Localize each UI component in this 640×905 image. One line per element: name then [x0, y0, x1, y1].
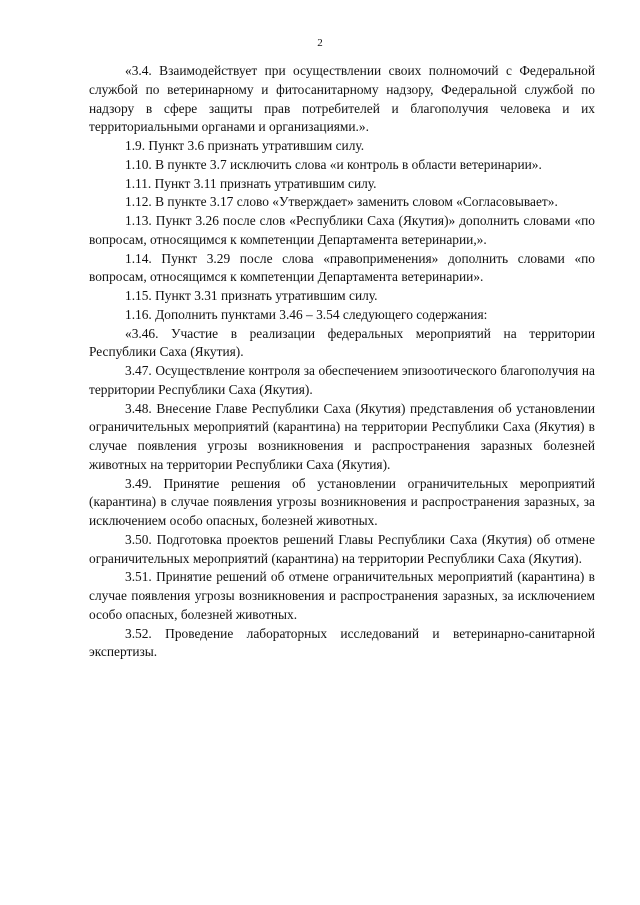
document-body [89, 62, 595, 662]
page-number: 2 [317, 37, 323, 49]
paragraph-3-52: 3.52. Проведение лабораторных исследований и ветеринарно-санитарной экспертизы. [89, 625, 595, 660]
paragraph-1-12: 1.12. В пункте 3.17 слово «Утверждает» заменить словом «Согласовывает». [125, 194, 558, 210]
paragraph-1-13: 1.13. Пункт 3.26 после слов «Республики Саха (Якутия)» дополнить словами «по вопросам, относящимся к компетенции Департамента ветеринарии,». [89, 213, 595, 247]
paragraph-3-46: «3.46. Участие в реализации федеральных мероприятий на территории Республики Саха (Якутия). [89, 325, 595, 360]
paragraph-1-9: 1.9. Пункт 3.6 признать утратившим силу. [125, 138, 365, 153]
paragraph-1-15: 1.15. Пункт 3.31 признать утратившим силу. [125, 288, 378, 303]
paragraph-1-16: 1.16. Дополнить пунктами 3.46 – 3.54 следующего содержания: [125, 306, 488, 322]
paragraph-3-48: 3.48. Внесение Главе Республики Саха (Якутия) представления об установлении ограничительных мероприятий (карантина) на территории Республики Саха (Якутия) в случае появления угрозы возникновения и распространения заразных болезней животных на территории Республики Саха (Якутия). [89, 400, 595, 472]
paragraph-3-4: «3.4. Взаимодействует при осуществлении своих полномочий с Федеральной службой по ветеринарному и фитосанитарному надзору, Федеральной службой по надзору в сфере защиты прав потребителей и благополучия человека и их территориальными органами и организациями.». [89, 63, 595, 135]
paragraph-3-51: 3.51. Принятие решений об отмене ограничительных мероприятий (карантина) в случае появления угрозы возникновения и распространения заразных, за исключением особо опасных, болезней животных. [89, 569, 595, 622]
paragraph-3-47: 3.47. Осуществление контроля за обеспечением эпизоотического благополучия на территории Республики Саха (Якутия). [89, 363, 595, 397]
paragraph-3-49: 3.49. Принятие решения об установлении ограничительных мероприятий (карантина) в случае появления угрозы возникновения и распространения заразных, за исключением особо опасных, болезней животных. [89, 475, 595, 528]
paragraph-1-11: 1.11. Пункт 3.11 признать утратившим силу. [125, 175, 377, 191]
paragraph-1-14: 1.14. Пункт 3.29 после слова «правоприменения» дополнить словами «по вопросам, относящимся к компетенции Департамента ветеринарии». [89, 250, 595, 285]
paragraph-3-50: 3.50. Подготовка проектов решений Главы Республики Саха (Якутия) об отмене ограничительных мероприятий (карантина) на территории Республики Саха (Якутия). [89, 531, 595, 566]
paragraph-1-10: 1.10. В пункте 3.7 исключить слова «и контроль в области ветеринарии». [125, 156, 542, 172]
